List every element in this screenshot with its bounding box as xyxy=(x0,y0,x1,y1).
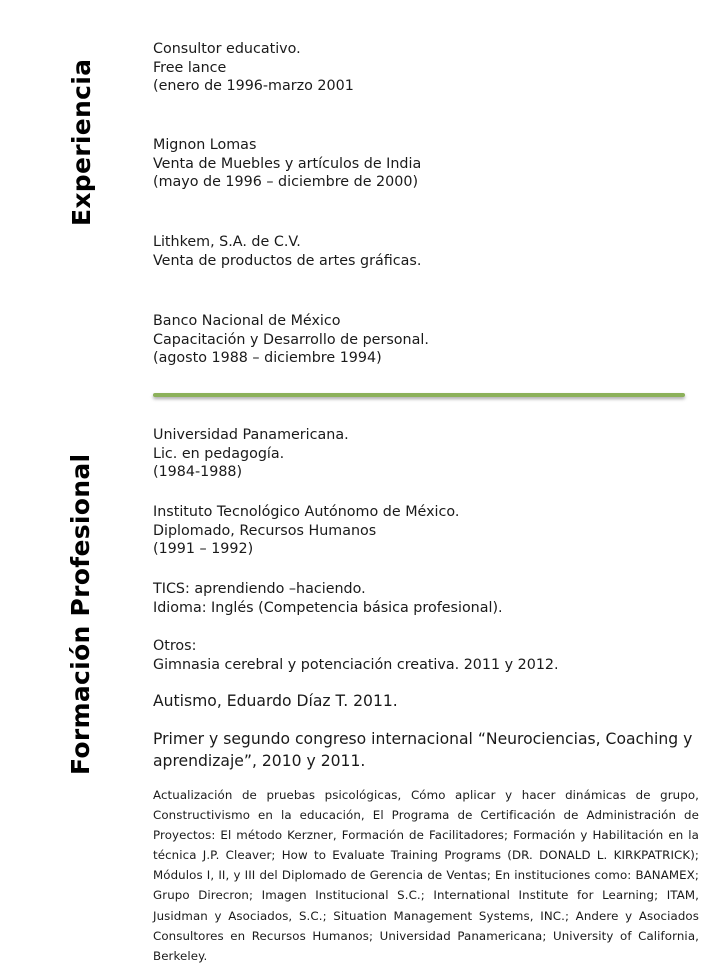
education-line: Instituto Tecnológico Autónomo de México. xyxy=(153,504,460,520)
education-line: Idioma: Inglés (Competencia básica profesional). xyxy=(153,599,503,616)
experience-line: (agosto 1988 – diciembre 1994) xyxy=(153,350,382,366)
experience-entry xyxy=(153,233,421,270)
education-line: (1991 – 1992) xyxy=(153,541,254,557)
experience-line: Mignon Lomas xyxy=(153,137,257,153)
experience-line: Banco Nacional de México xyxy=(153,313,341,329)
experience-line: Capacitación y Desarrollo de personal. xyxy=(153,331,429,348)
experience-entry xyxy=(153,40,354,96)
experience-line: Consultor educativo. xyxy=(153,41,301,57)
education-entry xyxy=(153,637,559,674)
education-line: Diplomado, Recursos Humanos xyxy=(153,522,377,539)
education-entry xyxy=(153,426,349,482)
education-entry xyxy=(153,728,698,772)
experience-line: Venta de Muebles y artículos de India xyxy=(153,155,422,172)
education-line: Otros: xyxy=(153,638,197,654)
education-line: Autismo, Eduardo Díaz T. 2011. xyxy=(153,692,398,710)
education-line: Primer y segundo congreso internacional “Neurociencias, Coaching y aprendizaje”, 2010 y 2011. xyxy=(153,730,693,770)
experience-entry xyxy=(153,136,421,192)
experience-line: (mayo de 1996 – diciembre de 2000) xyxy=(153,174,419,190)
experience-line: (enero de 1996-marzo 2001 xyxy=(153,78,354,94)
experience-line: Venta de productos de artes gráficas. xyxy=(153,252,422,269)
education-line: Universidad Panamericana. xyxy=(153,427,349,443)
experience-line: Lithkem, S.A. de C.V. xyxy=(153,234,301,250)
section-divider xyxy=(153,393,685,397)
updates-paragraph: Actualización de pruebas psicológicas, Cómo aplicar y hacer dinámicas de grupo, Constructivismo en la educación, El Programa de Certificación de Administración de Proyectos: El método Kerzner, Formación de Facilitadores; Formación y Habilitación en la técnica J.P. Cleaver; How to Evaluate Training Programs (DR. DONALD L. KIRKPATRICK); Módulos I, II, y III del Diplomado de Gerencia de Ventas; En instituciones como: BANAMEX; Grupo Direcron; Imagen Institucional S.C.; International Institute for Learning; ITAM, Jusidman y Asociados, S.C.; Situation Management Systems, INC.; Andere y Asociados Consultores en Recursos Humanos; Universidad Panamericana; University of California, Berkeley. xyxy=(153,788,699,963)
section-title-experiencia: Experiencia xyxy=(67,58,96,226)
education-entry xyxy=(153,503,459,559)
education-line: Gimnasia cerebral y potenciación creativa. 2011 y 2012. xyxy=(153,656,559,673)
education-line: (1984-1988) xyxy=(153,464,243,480)
experience-line: Free lance xyxy=(153,59,227,76)
education-line: TICS: aprendiendo –haciendo. xyxy=(153,581,366,597)
education-line: Lic. en pedagogía. xyxy=(153,445,285,462)
experience-entry xyxy=(153,312,429,368)
education-entry xyxy=(153,690,398,712)
education-entry xyxy=(153,580,503,617)
section-title-formacion: Formación Profesional xyxy=(66,453,95,775)
